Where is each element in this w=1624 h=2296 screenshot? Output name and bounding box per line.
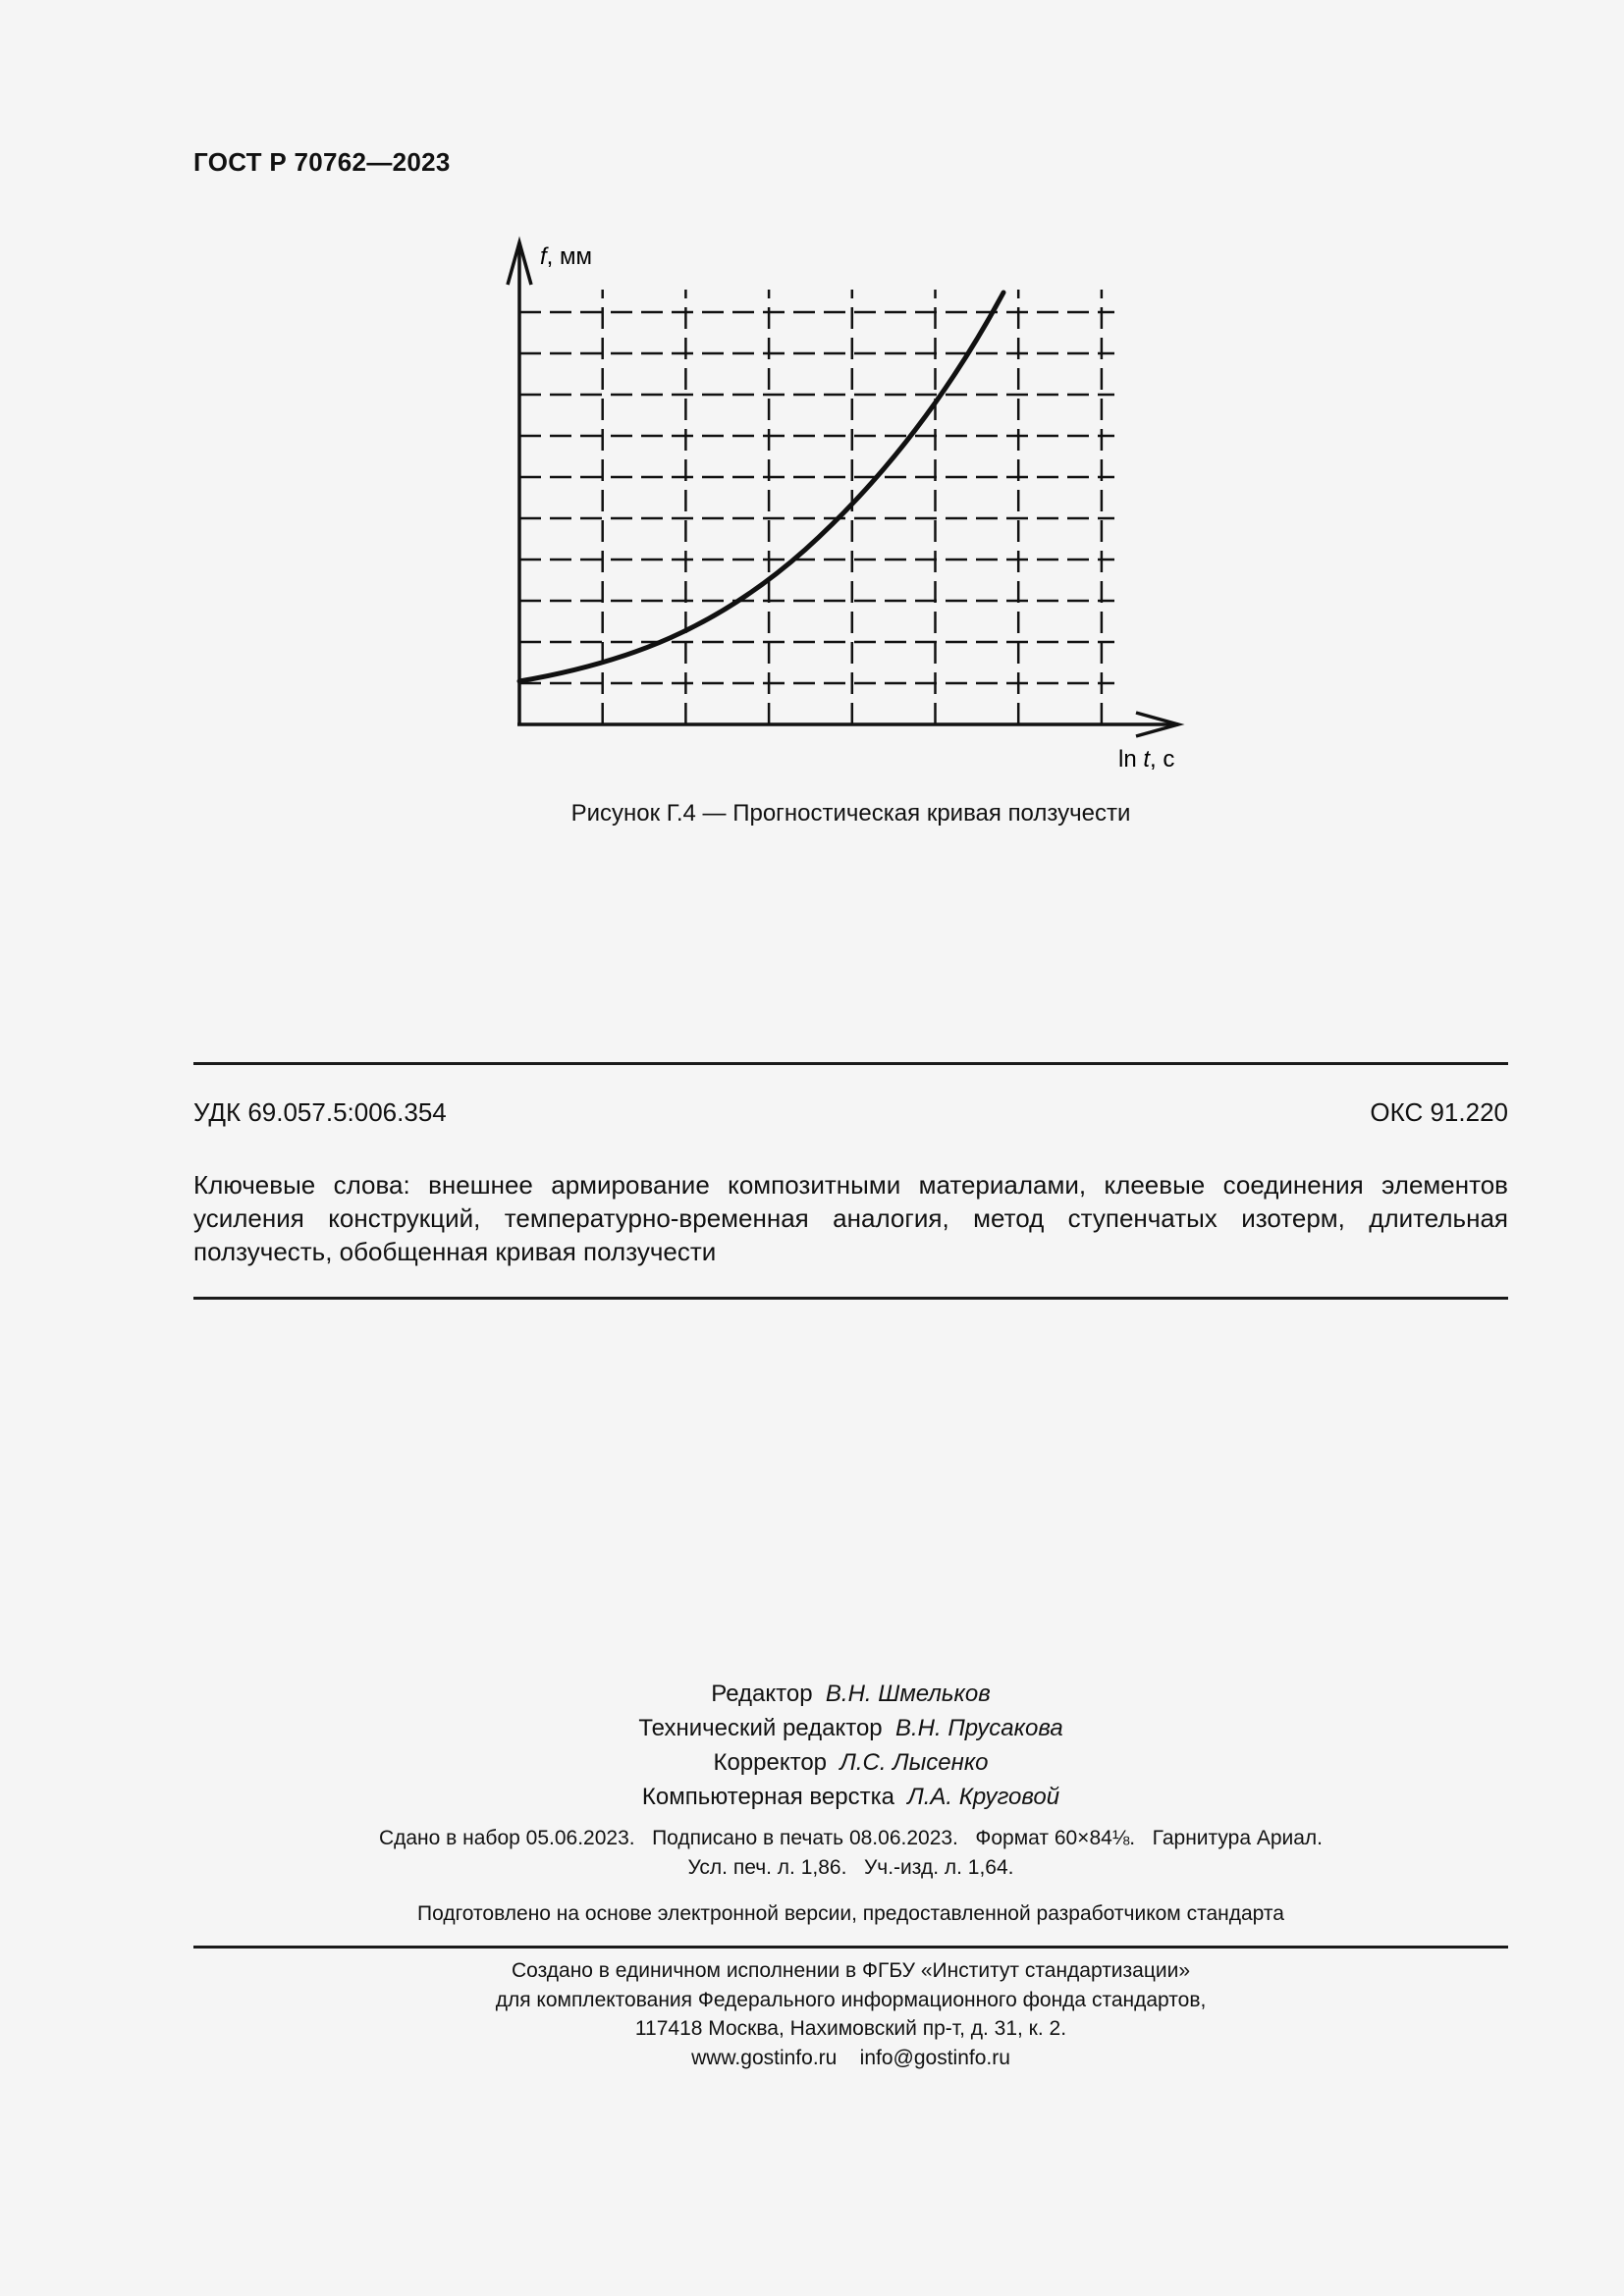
keywords-paragraph: Ключевые слова: внешнее армирование композитными материалами, клеевые соединения элементов усиления конструкций, температурно-временная аналогия, метод ступенчатых изотерм, длительная ползучесть, обобщенная кривая ползучести bbox=[193, 1170, 1508, 1266]
publisher-line: Создано в единичном исполнении в ФГБУ «Институт стандартизации» bbox=[511, 1959, 1191, 1982]
document-id-header: ГОСТ Р 70762—2023 bbox=[193, 147, 451, 177]
credit-role: Корректор bbox=[713, 1749, 828, 1776]
divider-line bbox=[193, 1946, 1508, 1949]
print-info-line: Сдано в набор 05.06.2023. Подписано в печать 08.06.2023. Формат 60×84⅛. Гарнитура Ариал. bbox=[378, 1827, 1324, 1849]
divider-line bbox=[193, 1062, 1508, 1065]
credit-name: Л.С. Лысенко bbox=[839, 1749, 989, 1776]
creep-curve-line bbox=[519, 293, 1003, 681]
publisher-line: www.gostinfo.ru info@gostinfo.ru bbox=[691, 2046, 1010, 2069]
credit-role: Компьютерная верстка bbox=[641, 1784, 894, 1810]
x-axis-unit: , с bbox=[1150, 746, 1175, 773]
credit-name: В.Н. Прусакова bbox=[895, 1715, 1063, 1741]
print-info-line: Усл. печ. л. 1,86. Уч.-изд. л. 1,64. bbox=[687, 1856, 1014, 1879]
divider-line bbox=[193, 1297, 1508, 1300]
creep-curve-chart bbox=[491, 231, 1198, 785]
print-info bbox=[0, 1824, 1624, 1883]
x-axis-symbol: t bbox=[1143, 746, 1151, 773]
x-axis-prefix: ln bbox=[1118, 746, 1144, 773]
credit-line bbox=[0, 1677, 1624, 1711]
credit-name: В.Н. Шмельков bbox=[825, 1681, 991, 1707]
credit-line bbox=[0, 1711, 1624, 1745]
y-axis-label bbox=[540, 243, 592, 270]
credit-line bbox=[0, 1780, 1624, 1814]
y-axis-symbol: f bbox=[540, 243, 547, 270]
credit-line bbox=[0, 1745, 1624, 1780]
credit-role: Технический редактор bbox=[638, 1715, 883, 1741]
x-axis-label bbox=[1118, 746, 1174, 773]
udk-code: УДК 69.057.5:006.354 bbox=[193, 1097, 447, 1127]
figure-caption: Рисунок Г.4 — Прогностическая кривая ползучести bbox=[570, 800, 1131, 827]
creep-curve-figure bbox=[491, 231, 1198, 785]
y-axis-unit: , мм bbox=[546, 243, 593, 270]
publisher-line: для комплектования Федерального информационного фонда стандартов, bbox=[495, 1988, 1207, 2011]
oks-code: ОКС 91.220 bbox=[1370, 1097, 1508, 1127]
credit-role: Редактор bbox=[711, 1681, 813, 1707]
credits-block bbox=[0, 1677, 1624, 1814]
publisher-info bbox=[0, 1956, 1624, 2072]
prepared-note: Подготовлено на основе электронной версии, предоставленной разработчиком стандарта bbox=[417, 1902, 1284, 1925]
credit-name: Л.А. Круговой bbox=[907, 1784, 1060, 1810]
publisher-line: 117418 Москва, Нахимовский пр-т, д. 31, к. 2. bbox=[634, 2017, 1067, 2040]
